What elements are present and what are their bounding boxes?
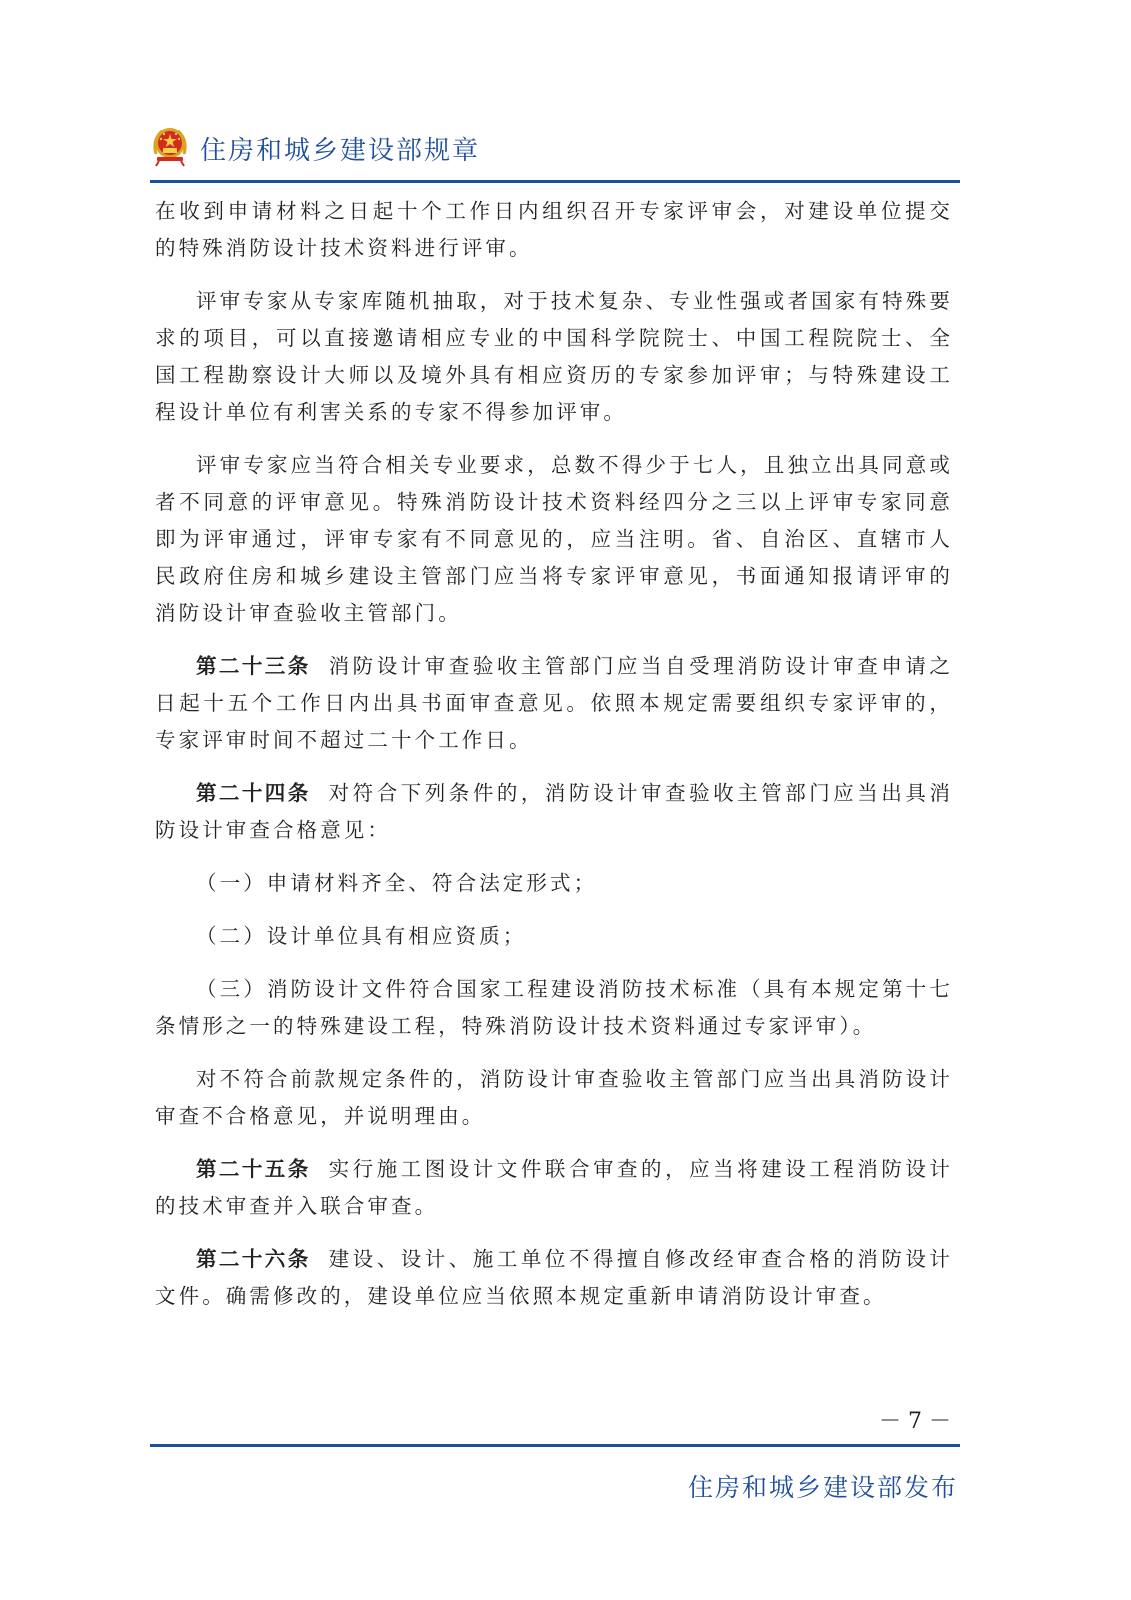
article-26: 第二十六条 建设、设计、施工单位不得擅自修改经审查合格的消防设计文件。确需修改的，建设单位应当依照本规定重新申请消防设计审查。 <box>155 1247 953 1308</box>
page-number: － 7 － <box>879 1409 951 1434</box>
article-heading: 第二十六条 <box>196 1247 311 1271</box>
document-body <box>155 193 953 1331</box>
article-23: 第二十三条 消防设计审查验收主管部门应当自受理消防设计审查申请之日起十五个工作日内出具书面审查意见。依照本规定需要组织专家评审的，专家评审时间不超过二十个工作日。 <box>155 654 953 752</box>
list-item: （三）消防设计文件符合国家工程建设消防技术标准（具有本规定第十七条情形之一的特殊建设工程，特殊消防设计技术资料通过专家评审）。 <box>155 977 953 1038</box>
page-header <box>150 118 960 180</box>
footer-rule <box>150 1444 960 1447</box>
article-25: 第二十五条 实行施工图设计文件联合审查的，应当将建设工程消防设计的技术审查并入联合审查。 <box>155 1157 953 1218</box>
footer-publisher: 住房和城乡建设部发布 <box>687 1473 958 1502</box>
article-heading: 第二十三条 <box>196 654 311 678</box>
list-item: （一）申请材料齐全、符合法定形式； <box>196 871 598 895</box>
header-title: 住房和城乡建设部规章 <box>200 136 481 166</box>
paragraph: 评审专家应当符合相关专业要求，总数不得少于七人，且独立出具同意或者不同意的评审意见。特殊消防设计技术资料经四分之三以上评审专家同意即为评审通过，评审专家有不同意见的，应当注明。省、自治区、直辖市人民政府住房和城乡建设主管部门应当将专家评审意见，书面通知报请评审的消防设计审查验收主管部门。 <box>155 453 953 625</box>
article-24: 第二十四条 对符合下列条件的，消防设计审查验收主管部门应当出具消防设计审查合格意见： <box>155 781 953 842</box>
paragraph: 在收到申请材料之日起十个工作日内组织召开专家评审会，对建设单位提交的特殊消防设计技术资料进行评审。 <box>155 199 953 260</box>
list-item: （二）设计单位具有相应资质； <box>196 924 527 948</box>
paragraph: 对不符合前款规定条件的，消防设计审查验收主管部门应当出具消防设计审查不合格意见，并说明理由。 <box>155 1067 953 1128</box>
national-emblem-icon <box>150 124 190 168</box>
paragraph: 评审专家从专家库随机抽取，对于技术复杂、专业性强或者国家有特殊要求的项目，可以直接邀请相应专业的中国科学院院士、中国工程院院士、全国工程勘察设计大师以及境外具有相应资历的专家参加评审；与特殊建设工程设计单位有利害关系的专家不得参加评审。 <box>155 289 953 424</box>
header-rule <box>150 180 960 183</box>
article-heading: 第二十四条 <box>196 781 311 805</box>
article-heading: 第二十五条 <box>196 1157 311 1181</box>
